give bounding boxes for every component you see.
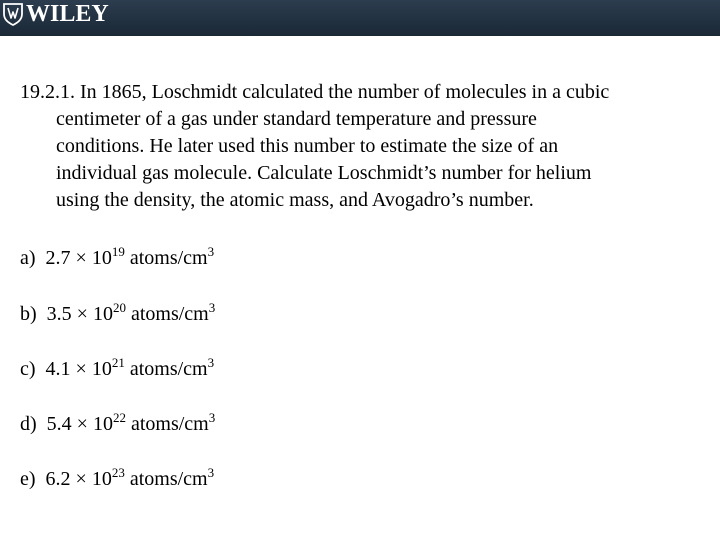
times-sign: ×	[75, 247, 87, 269]
answer-option-d[interactable]	[20, 412, 215, 436]
times-sign: ×	[75, 358, 87, 380]
answer-mantissa: 2.7	[45, 247, 71, 269]
answer-base: 10	[92, 303, 113, 325]
times-sign: ×	[76, 303, 88, 325]
answer-exponent: 20	[112, 300, 126, 315]
answer-mantissa: 6.2	[45, 468, 71, 490]
answer-mantissa: 4.1	[45, 358, 71, 380]
answer-exponent: 23	[111, 465, 125, 480]
unit-power: 3	[208, 410, 216, 425]
answer-label: d)	[20, 413, 37, 435]
question-line: conditions. He later used this number to estimate the size of an	[56, 135, 559, 157]
answer-option-e[interactable]	[20, 467, 214, 491]
answer-label: a)	[20, 247, 36, 269]
times-sign: ×	[76, 413, 88, 435]
question-line: centimeter of a gas under standard temperature and pressure	[56, 108, 537, 130]
question-line: using the density, the atomic mass, and Avogadro’s number.	[56, 189, 534, 211]
unit-power: 3	[207, 465, 215, 480]
answer-label: e)	[20, 468, 36, 490]
answer-unit: atoms/cm	[129, 358, 208, 380]
answer-unit: atoms/cm	[129, 247, 208, 269]
times-sign: ×	[75, 468, 87, 490]
answer-mantissa: 5.4	[46, 413, 72, 435]
unit-power: 3	[208, 300, 216, 315]
question-text	[20, 79, 710, 214]
logo-text: WILEY	[26, 1, 109, 27]
answer-label: c)	[20, 358, 36, 380]
answer-exponent: 21	[111, 355, 125, 370]
answer-option-a[interactable]	[20, 246, 214, 270]
wiley-logo	[2, 2, 109, 26]
answer-label: b)	[20, 303, 37, 325]
question-line: individual gas molecule. Calculate Loschmidt’s number for helium	[56, 162, 592, 184]
unit-power: 3	[207, 244, 215, 259]
answer-option-b[interactable]	[20, 302, 215, 326]
unit-power: 3	[207, 355, 215, 370]
answer-exponent: 22	[112, 410, 126, 425]
answer-base: 10	[91, 468, 112, 490]
wiley-shield-icon	[2, 2, 24, 26]
answer-option-c[interactable]	[20, 357, 214, 381]
header-bar	[0, 0, 720, 36]
answer-unit: atoms/cm	[130, 413, 209, 435]
answer-mantissa: 3.5	[46, 303, 72, 325]
answer-base: 10	[91, 247, 112, 269]
answer-base: 10	[92, 413, 113, 435]
answer-unit: atoms/cm	[130, 303, 209, 325]
question-line: 19.2.1. In 1865, Loschmidt calculated the number of molecules in a cubic	[20, 81, 610, 103]
answer-exponent: 19	[111, 244, 125, 259]
answer-base: 10	[91, 358, 112, 380]
answer-unit: atoms/cm	[129, 468, 208, 490]
